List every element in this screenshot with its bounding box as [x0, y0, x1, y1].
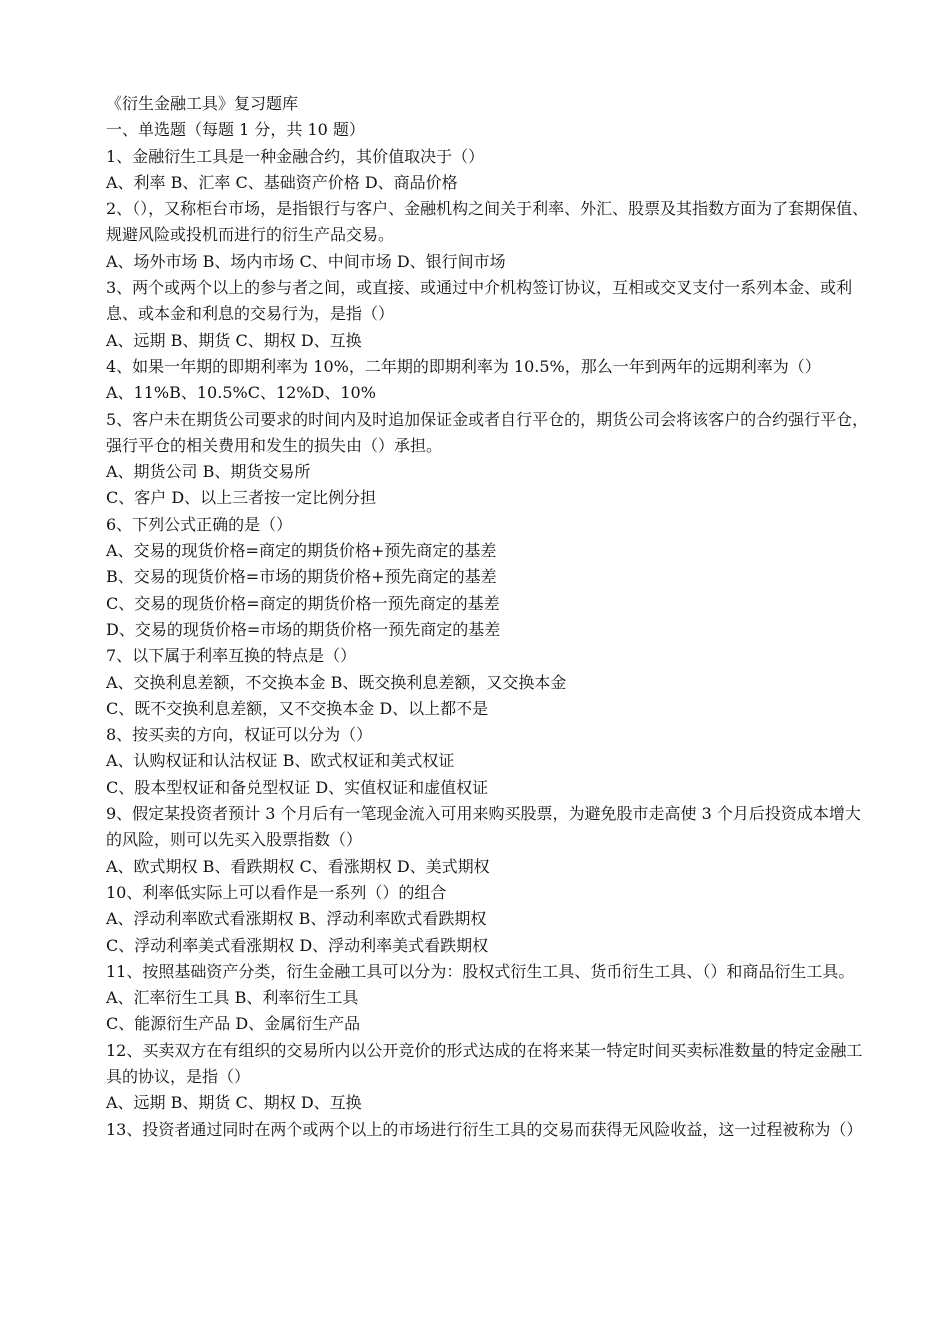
document-line: C、客户 D、以上三者按一定比例分担 [106, 488, 377, 508]
document-line: A、欧式期权 B、看跌期权 C、看涨期权 D、美式期权 [106, 856, 490, 876]
document-title: 《衍生金融工具》复习题库 [106, 94, 299, 113]
document-line: A、利率 B、汇率 C、基础资产价格 D、商品价格 [106, 172, 458, 192]
document-line: A、交易的现货价格=商定的期货价格+预先商定的基差 [106, 541, 497, 561]
document-line: A、汇率衍生工具 B、利率衍生工具 [106, 988, 359, 1008]
document-line: 2、（），又称柜台市场，是指银行与客户、金融机构之间关于利率、外汇、股票及其指数方面为了套期保值、规避风险或投机而进行的衍生产品交易。 [106, 199, 869, 245]
document-line: C、股本型权证和备兑型权证 D、实值权证和虚值权证 [106, 777, 489, 797]
document-body [106, 91, 870, 1143]
document-line: A、远期 B、期货 C、期权 D、互换 [106, 1093, 362, 1113]
document-line: 1、金融衍生工具是一种金融合约，其价值取决于（） [106, 146, 485, 166]
document-lines [106, 117, 870, 1143]
document-line: A、浮动利率欧式看涨期权 B、浮动利率欧式看跌期权 [106, 909, 487, 929]
document-line: 8、按买卖的方向，权证可以分为（） [106, 725, 373, 745]
document-line: 11、按照基础资产分类，衍生金融工具可以分为：股权式衍生工具、货币衍生工具、（）和商品衍生工具。 [106, 961, 855, 981]
document-line: 一、单选题（每题 1 分，共 10 题） [106, 120, 365, 140]
document-line: A、场外市场 B、场内市场 C、中间市场 D、银行间市场 [106, 251, 506, 271]
document-line: 7、以下属于利率互换的特点是（） [106, 646, 357, 666]
document-line: A、11%B、10.5%C、12%D、10% [106, 383, 376, 403]
document-line: 12、买卖双方在有组织的交易所内以公开竞价的形式达成的在将来某一特定时间买卖标准数量的特定金融工具的协议，是指（） [106, 1040, 863, 1086]
document-line: D、交易的现货价格=市场的期货价格一预先商定的基差 [106, 619, 501, 639]
document-line: 4、如果一年期的即期利率为 10%，二年期的即期利率为 10.5%，那么一年到两年的远期利率为（） [106, 356, 821, 376]
document-line: A、交换利息差额，不交换本金 B、既交换利息差额，又交换本金 [106, 672, 567, 692]
document-line: A、认购权证和认沽权证 B、欧式权证和美式权证 [106, 751, 455, 771]
document-line: B、交易的现货价格=市场的期货价格+预先商定的基差 [106, 567, 497, 587]
document-line: 10、利率低实际上可以看作是一系列（）的组合 [106, 882, 447, 902]
document-line: C、浮动利率美式看涨期权 D、浮动利率美式看跌期权 [106, 935, 489, 955]
document-line: 5、客户未在期货公司要求的时间内及时追加保证金或者自行平仓的，期货公司会将该客户的合约强行平仓，强行平仓的相关费用和发生的损失由（）承担。 [106, 409, 869, 455]
document-line: C、能源衍生产品 D、金属衍生产品 [106, 1014, 361, 1034]
document-line: 6、下列公式正确的是（） [106, 514, 293, 534]
document-line: C、交易的现货价格=商定的期货价格一预先商定的基差 [106, 593, 500, 613]
document-line: A、期货公司 B、期货交易所 [106, 462, 311, 482]
document-line: 13、投资者通过同时在两个或两个以上的市场进行衍生工具的交易而获得无风险收益，这一过程被称为（） [106, 1119, 863, 1139]
document-line: C、既不交换利息差额，又不交换本金 D、以上都不是 [106, 698, 489, 718]
document-line: 3、两个或两个以上的参与者之间，或直接、或通过中介机构签订协议，互相或交叉支付一系列本金、或利息、或本金和利息的交易行为，是指（） [106, 278, 853, 324]
document-line: 9、假定某投资者预计 3 个月后有一笔现金流入可用来购买股票，为避免股市走高使 3 个月后投资成本增大的风险，则可以先买入股票指数（） [106, 804, 861, 850]
document-line: A、远期 B、期货 C、期权 D、互换 [106, 330, 362, 350]
